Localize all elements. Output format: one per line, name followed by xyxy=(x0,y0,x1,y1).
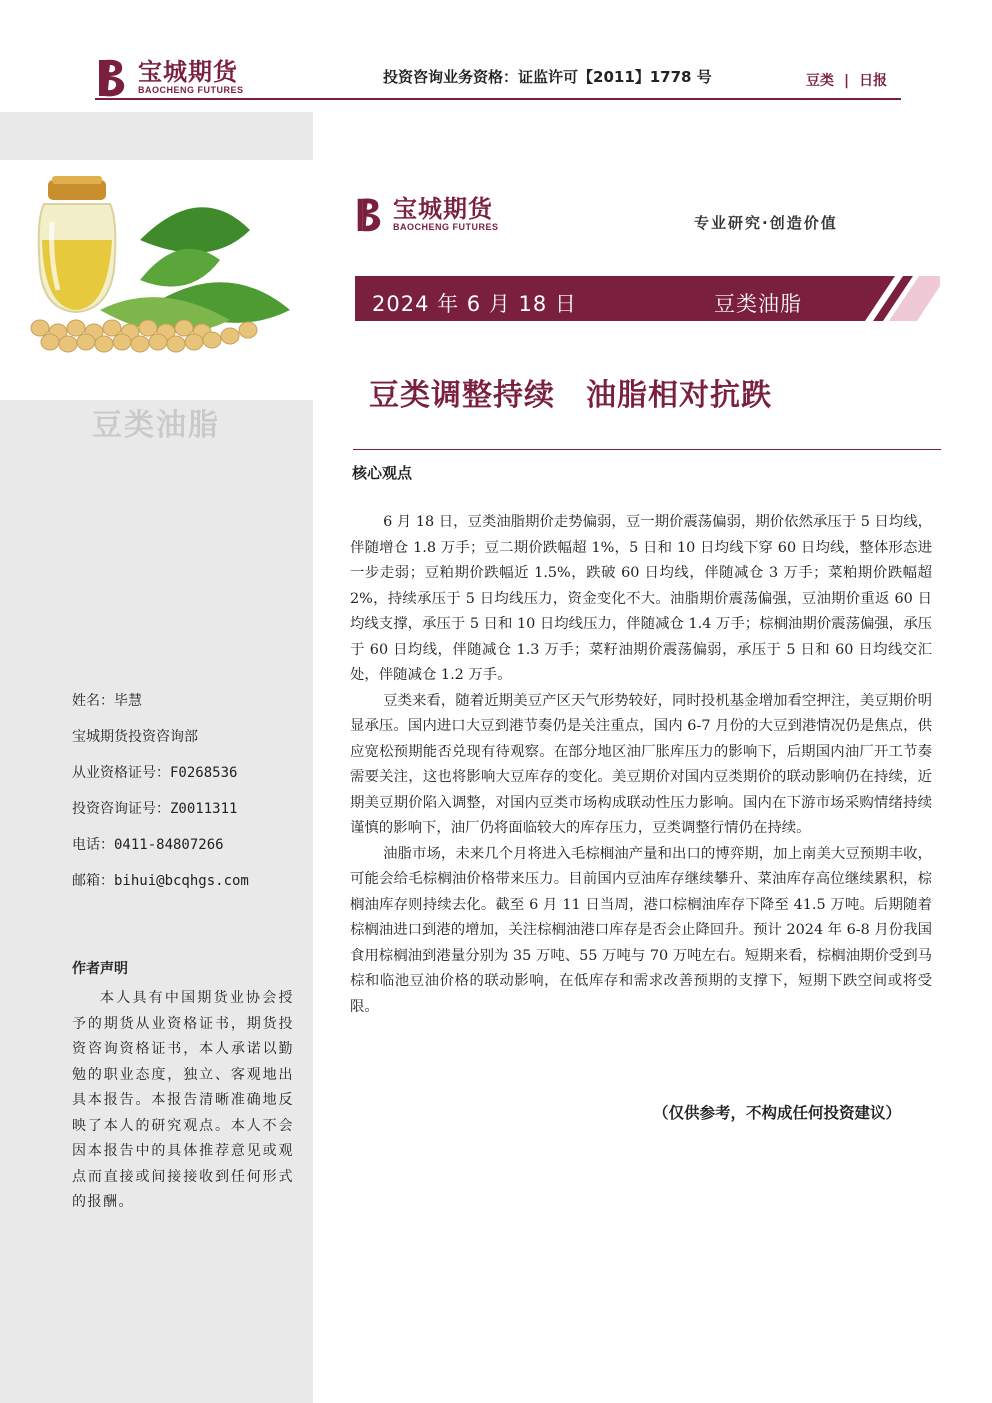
report-category xyxy=(806,70,887,90)
header-logo xyxy=(96,56,244,98)
core-view-title: 核心观点 xyxy=(352,464,413,482)
header-logo-cn: 宝城期货 xyxy=(138,57,238,86)
slogan: 专业研究·创造价值 xyxy=(694,214,838,232)
declaration-text: 本人具有中国期货业协会授予的期货从业资格证书，期货投资咨询资格证书，本人承诺以勤勉的职业态度，独立、客观地出具本报告。本报告清晰准确地反映了本人的研究观点。本人不会因本报告中的具体推荐意见或观点而直接或间接接收到任何形式的报酬。 xyxy=(72,990,294,1210)
report-type-label: 日报 xyxy=(859,73,888,89)
divider: | xyxy=(844,73,850,89)
header-rule xyxy=(95,98,901,100)
author-name: 姓名：毕慧 xyxy=(72,693,142,709)
consult-number: 投资咨询证号：Z0011311 xyxy=(72,801,238,817)
category-label: 豆类 xyxy=(806,73,834,89)
main-logo-en: BAOCHENG FUTURES xyxy=(393,222,499,232)
phone: 电话：0411-84807266 xyxy=(72,837,224,853)
main-logo xyxy=(355,194,499,234)
paragraph: 豆类来看，随着近期美豆产区天气形势较好，同时投机基金增加看空押注，美豆期价明显承压。国内进口大豆到港节奏仍是关注重点，国内 6-7 月份的大豆到港情况仍是焦点，供应宽松预期能否兑现有待观察。在部分地区油厂胀库压力的影响下，后期国内油厂开工节奏需要关注，这也将影响大豆库存的变化。美豆期价对国内豆类期价的联动影响仍在持续，近期美豆期价陷入调整，对国内豆类市场构成联动性压力影响。国内在下游市场采购情绪持续谨慎的影响下，油厂仍将面临较大的库存压力，豆类调整行情仍在持续。 xyxy=(350,692,932,836)
email: 邮箱：bihui@bcqhgs.com xyxy=(72,873,249,889)
headline: 豆类调整持续 油脂相对抗跌 xyxy=(369,378,772,413)
license-number: 从业资格证号：F0268536 xyxy=(72,765,238,781)
soybean-oil-illustration xyxy=(0,160,313,400)
body-text xyxy=(350,510,932,1020)
paragraph: 6 月 18 日，豆类油脂期价走势偏弱，豆一期价震荡偏弱，期价依然承压于 5 日均线，伴随增仓 1.8 万手；豆二期价跌幅超 1%，5 日和 10 日均线下穿 60 日均线，整体形态进一步走弱；豆粕期价跌幅近 1.5%，跌破 60 日均线，伴随减仓 3 万手；菜粕期价跌幅超 2%，持续承压于 5 日均线压力，资金变化不大。油脂期价震荡偏强，豆油期价重返 60 日均线支撑，承压于 5 日和 10 日均线压力，伴随减仓 1.4 万手；棕榈油期价震荡偏强，承压于 60 日均线，伴随减仓 1.3 万手；菜籽油期价震荡偏弱，承压于 5 日和 60 日均线交汇处，伴随减仓 1.2 万手。 xyxy=(350,514,932,683)
baocheng-logo-icon xyxy=(96,56,134,98)
baocheng-logo-icon xyxy=(355,194,389,234)
cover-image xyxy=(0,160,313,400)
headline-rule xyxy=(353,449,941,450)
author-dept: 宝城期货投资咨询部 xyxy=(72,729,198,745)
author-info xyxy=(72,690,249,906)
declaration-title: 作者声明 xyxy=(72,961,128,977)
main-logo-cn: 宝城期货 xyxy=(393,194,493,223)
header-logo-en: BAOCHENG FUTURES xyxy=(138,85,244,95)
disclaimer: （仅供参考，不构成任何投资建议） xyxy=(653,1104,902,1122)
paragraph: 油脂市场，未来几个月将进入毛棕榈油产量和出口的博弈期，加上南美大豆预期丰收，可能会给毛棕榈油价格带来压力。目前国内豆油库存继续攀升、菜油库存高位继续累积，棕榈油库存则持续去化。截至 6 月 11 日当周，港口棕榈油库存下降至 41.5 万吨。后期随着棕榈油进口到港的增加，关注棕榈油港口库存是否会止降回升。预计 2024 年 6-8 月份我国食用棕榈油到港量分别为 35 万吨、55 万吨与 70 万吨左右。短期来看，棕榈油期价受到马棕和临池豆油价格的联动影响，在低库存和需求改善预期的支撑下，短期下跌空间或将受限。 xyxy=(350,845,932,1015)
report-date: 2024 年 6 月 18 日 xyxy=(372,292,577,316)
certification-text: 投资咨询业务资格：证监许可【2011】1778 号 xyxy=(383,68,712,86)
sidebar-title: 豆类油脂 xyxy=(92,408,220,443)
report-category-banner: 豆类油脂 xyxy=(714,292,802,316)
